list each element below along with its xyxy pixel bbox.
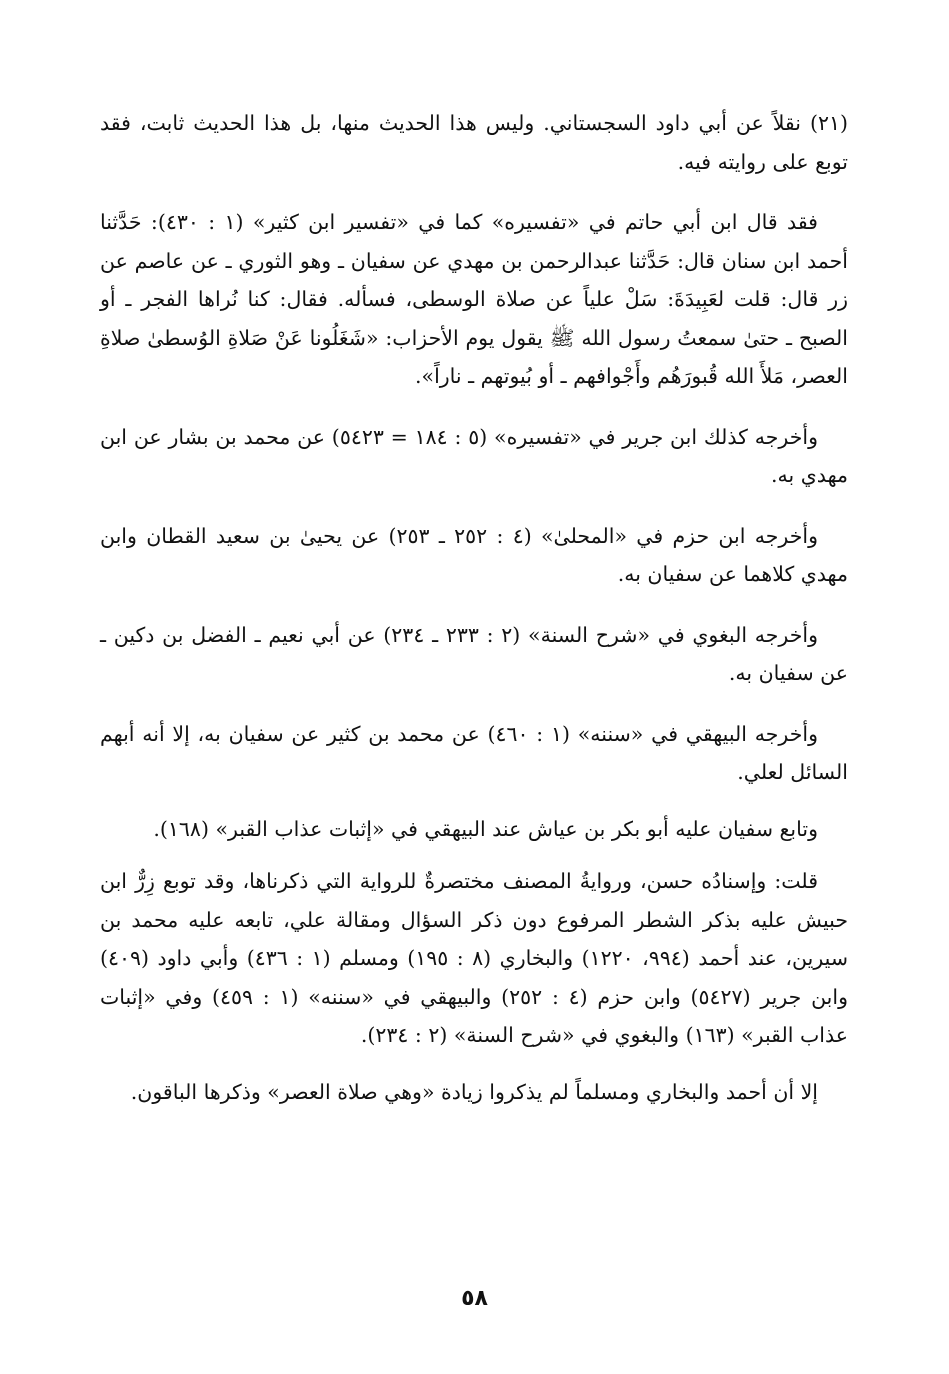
bayhaqi-paragraph: وأخرجه البيهقي في «سننه» (١ : ٤٦٠) عن محمد بن كثير عن سفيان به، إلا أنه أبهم السائل لعلي. (100, 721, 848, 784)
ibn-hazm-paragraph: وأخرجه ابن حزم في «المحلىٰ» (٤ : ٢٥٢ ـ ٢٥٣) عن يحيىٰ بن سعيد القطان وابن مهدي كلاهما عن سفيان به. (100, 523, 848, 586)
page-body (100, 104, 848, 1111)
ibn-abi-hatim-paragraph: فقد قال ابن أبي حاتم في «تفسيره» كما في «تفسير ابن كثير» (١ : ٤٣٠): حَدَّثنا أحمد ابن سنان قال: حَدَّثنا عبدالرحمن بن مهدي عن سفيان ـ وهو الثوري ـ عن عاصم عن زر قال: قلت لعَبِيدَةَ: سَلْ علياً عن صلاة الوسطى، فسأله. فقال: كنا نُراها الفجر ـ أو الصبح ـ حتىٰ سمعتُ رسول الله ﷺ يقول يوم الأحزاب: «شَغَلُونا عَنْ صَلاةِ الوُسطىٰ صلاةِ العصر، مَلأَ الله قُبورَهُم وأَجْوافهم ـ أو بُيوتهم ـ ناراً». (100, 210, 848, 388)
page-number: ٥٨ (461, 1286, 488, 1311)
footnote-21-paragraph: (٢١) نقلاً عن أبي داود السجستاني. وليس هذا الحديث منها، بل هذا الحديث ثابت، فقد توبع على روايته فيه. (100, 111, 848, 174)
baghawi-paragraph: وأخرجه البغوي في «شرح السنة» (٢ : ٢٣٣ ـ ٢٣٤) عن أبي نعيم ـ الفضل بن دكين ـ عن سفيان به. (100, 622, 848, 685)
ibn-jarir-paragraph: وأخرجه كذلك ابن جرير في «تفسيره» (٥ : ١٨٤ = ٥٤٢٣) عن محمد بن بشار عن ابن مهدي به. (100, 424, 848, 487)
abu-bakr-ibn-ayyash-paragraph: وتابع سفيان عليه أبو بكر بن عياش عند البيهقي في «إثبات عذاب القبر» (١٦٨). (153, 816, 818, 841)
author-comment-paragraph: قلت: وإسنادُه حسن، وروايةُ المصنف مختصرةٌ للرواية التي ذكرناها، وقد توبع زِرٌّ ابن حبيش عليه بذكر الشطر المرفوع دون ذكر السؤال ومقالة علي، تابعه عليه محمد بن سيرين، عند أحمد (٩٩٤، ١٢٢٠) والبخاري (٨ : ١٩٥) ومسلم (١ : ٤٣٦) وأبي داود (٤٠٩) وابن جرير (٥٤٢٧) وابن حزم (٤ : ٢٥٢) والبيهقي في «سننه» (١ : ٤٥٩) وفي «إثبات عذاب القبر» (١٦٣) والبغوي في «شرح السنة» (٢ : ٢٣٤). (100, 869, 848, 1047)
closing-paragraph: إلا أن أحمد والبخاري ومسلماً لم يذكروا زيادة «وهي صلاة العصر» وذكرها الباقون. (130, 1079, 818, 1104)
